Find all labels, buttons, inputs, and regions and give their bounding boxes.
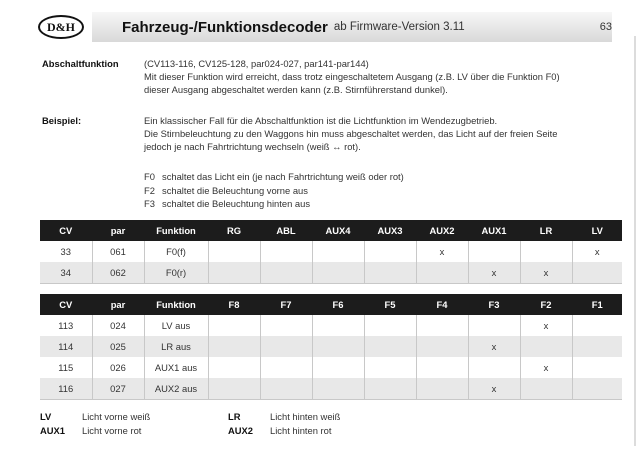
legend-text: Licht vorne weiß: [82, 411, 151, 422]
section-body: [144, 114, 614, 153]
code-row: [144, 170, 404, 184]
table-cell: [572, 315, 622, 336]
page-title: Fahrzeug-/Funktionsdecoder: [122, 18, 328, 36]
legend: [40, 410, 600, 440]
table-cell: [312, 315, 364, 336]
page-number: 63: [599, 21, 612, 33]
table-cell: [364, 378, 416, 399]
table-cell: 34: [40, 262, 92, 283]
table-cell: [416, 357, 468, 378]
code-text: schaltet die Beleuchtung hinten aus: [162, 198, 311, 209]
output-mapping-table: [40, 220, 622, 284]
table-cell: AUX2 aus: [144, 378, 208, 399]
body-line: Ein klassischer Fall für die Abschaltfunktion ist die Lichtfunktion im Wendezugbetrieb.: [144, 115, 498, 126]
table-cell: LV aus: [144, 315, 208, 336]
dh-logo: D&H: [38, 15, 84, 39]
table-cell: [260, 262, 312, 283]
table-cell: 024: [92, 315, 144, 336]
table-cell: [416, 262, 468, 283]
table-cell: x: [520, 357, 572, 378]
table-cell: [312, 336, 364, 357]
body-line: dieser Ausgang abgeschaltet werden kann (z.B. Stirnführerstand dunkel).: [144, 84, 448, 95]
column-header: par: [92, 294, 144, 315]
shutoff-function-table: [40, 294, 622, 400]
column-header: par: [92, 220, 144, 241]
column-header: CV: [40, 220, 92, 241]
legend-abbr: AUX1: [40, 425, 66, 436]
table-cell: [312, 241, 364, 262]
body-line: jedoch je nach Fahrtrichtung wechseln (weiß ↔ rot).: [144, 141, 361, 152]
table-cell: AUX1 aus: [144, 357, 208, 378]
column-header: F3: [468, 294, 520, 315]
table-row: [40, 336, 622, 357]
section-label: Abschaltfunktion: [42, 58, 119, 69]
table-cell: x: [468, 262, 520, 283]
body-line: (CV113-116, CV125-128, par024-027, par141-par144): [144, 58, 369, 69]
table-cell: [572, 262, 622, 283]
legend-text: Licht hinten rot: [270, 425, 332, 436]
table-cell: [364, 241, 416, 262]
table-cell: [416, 315, 468, 336]
section-body: [144, 57, 614, 96]
table-cell: 025: [92, 336, 144, 357]
column-header: F4: [416, 294, 468, 315]
table-cell: [208, 241, 260, 262]
table-cell: [520, 378, 572, 399]
column-header: F6: [312, 294, 364, 315]
table-cell: 33: [40, 241, 92, 262]
table-cell: 114: [40, 336, 92, 357]
column-header: AUX1: [468, 220, 520, 241]
table-cell: [260, 378, 312, 399]
table-cell: [260, 315, 312, 336]
legend-item: [40, 424, 141, 438]
table-cell: 113: [40, 315, 92, 336]
table-cell: [260, 241, 312, 262]
table-cell: 116: [40, 378, 92, 399]
column-header: F2: [520, 294, 572, 315]
table-cell: [468, 241, 520, 262]
table-cell: [364, 357, 416, 378]
table-header-row: [40, 220, 622, 241]
legend-item: [228, 424, 332, 438]
page-header: [4, 6, 636, 46]
table-row: [40, 357, 622, 378]
table-cell: 061: [92, 241, 144, 262]
table-cell: x: [572, 241, 622, 262]
table-row: [40, 241, 622, 262]
code-row: [144, 184, 404, 198]
table-cell: x: [520, 315, 572, 336]
table-cell: [572, 378, 622, 399]
legend-item: [40, 410, 150, 424]
legend-abbr: AUX2: [228, 425, 254, 436]
column-header: F5: [364, 294, 416, 315]
table-cell: [520, 241, 572, 262]
code-key: F0: [144, 171, 155, 182]
column-header: AUX4: [312, 220, 364, 241]
table-cell: [260, 336, 312, 357]
column-header: F8: [208, 294, 260, 315]
table-row: [40, 262, 622, 283]
column-header: ABL: [260, 220, 312, 241]
table-cell: x: [468, 336, 520, 357]
table-cell: 062: [92, 262, 144, 283]
column-header: F1: [572, 294, 622, 315]
column-header: CV: [40, 294, 92, 315]
code-text: schaltet das Licht ein (je nach Fahrtrichtung weiß oder rot): [162, 171, 404, 182]
function-code-list: [144, 170, 404, 211]
table-cell: [468, 357, 520, 378]
page-subtitle: ab Firmware-Version 3.11: [333, 21, 465, 33]
table-cell: F0(f): [144, 241, 208, 262]
table-cell: [208, 262, 260, 283]
page-frame-line: [634, 36, 636, 446]
body-line: Mit dieser Funktion wird erreicht, dass trotz eingeschaltetem Ausgang (z.B. LV über die Funktion F0): [144, 71, 560, 82]
table-cell: [572, 336, 622, 357]
table-header-row: [40, 294, 622, 315]
table-cell: [416, 336, 468, 357]
section-label: Beispiel:: [42, 115, 82, 126]
code-key: F2: [144, 184, 155, 196]
table-cell: [520, 336, 572, 357]
legend-abbr: LV: [40, 411, 52, 422]
legend-abbr: LR: [228, 411, 241, 422]
table-cell: LR aus: [144, 336, 208, 357]
table-cell: [468, 315, 520, 336]
table-cell: [208, 357, 260, 378]
column-header: LR: [520, 220, 572, 241]
table-cell: [416, 378, 468, 399]
column-header: AUX3: [364, 220, 416, 241]
table-cell: x: [520, 262, 572, 283]
table-cell: [312, 378, 364, 399]
legend-item: [228, 410, 340, 424]
table-cell: [208, 315, 260, 336]
code-text: schaltet die Beleuchtung vorne aus: [162, 184, 308, 196]
legend-text: Licht hinten weiß: [270, 411, 341, 422]
column-header: AUX2: [416, 220, 468, 241]
legend-text: Licht vorne rot: [82, 425, 142, 436]
table-cell: [364, 262, 416, 283]
table-cell: 115: [40, 357, 92, 378]
column-header: F7: [260, 294, 312, 315]
column-header: RG: [208, 220, 260, 241]
table-cell: F0(r): [144, 262, 208, 283]
column-header: LV: [572, 220, 622, 241]
column-header: Funktion: [144, 220, 208, 241]
table-cell: [364, 336, 416, 357]
table-cell: [312, 357, 364, 378]
table-cell: [364, 315, 416, 336]
table-cell: [260, 357, 312, 378]
table-cell: 026: [92, 357, 144, 378]
table-cell: 027: [92, 378, 144, 399]
table-cell: x: [468, 378, 520, 399]
title-bar: [92, 12, 612, 42]
table-cell: [572, 357, 622, 378]
table-cell: x: [416, 241, 468, 262]
table-cell: [208, 378, 260, 399]
table-cell: [312, 262, 364, 283]
body-line: Die Stirnbeleuchtung zu den Waggons hin muss abgeschaltet werden, das Licht auf der freien Seite: [144, 128, 558, 139]
table-row: [40, 315, 622, 336]
column-header: Funktion: [144, 294, 208, 315]
code-row: [144, 197, 404, 211]
code-key: F3: [144, 198, 155, 209]
table-row: [40, 378, 622, 399]
table-cell: [208, 336, 260, 357]
